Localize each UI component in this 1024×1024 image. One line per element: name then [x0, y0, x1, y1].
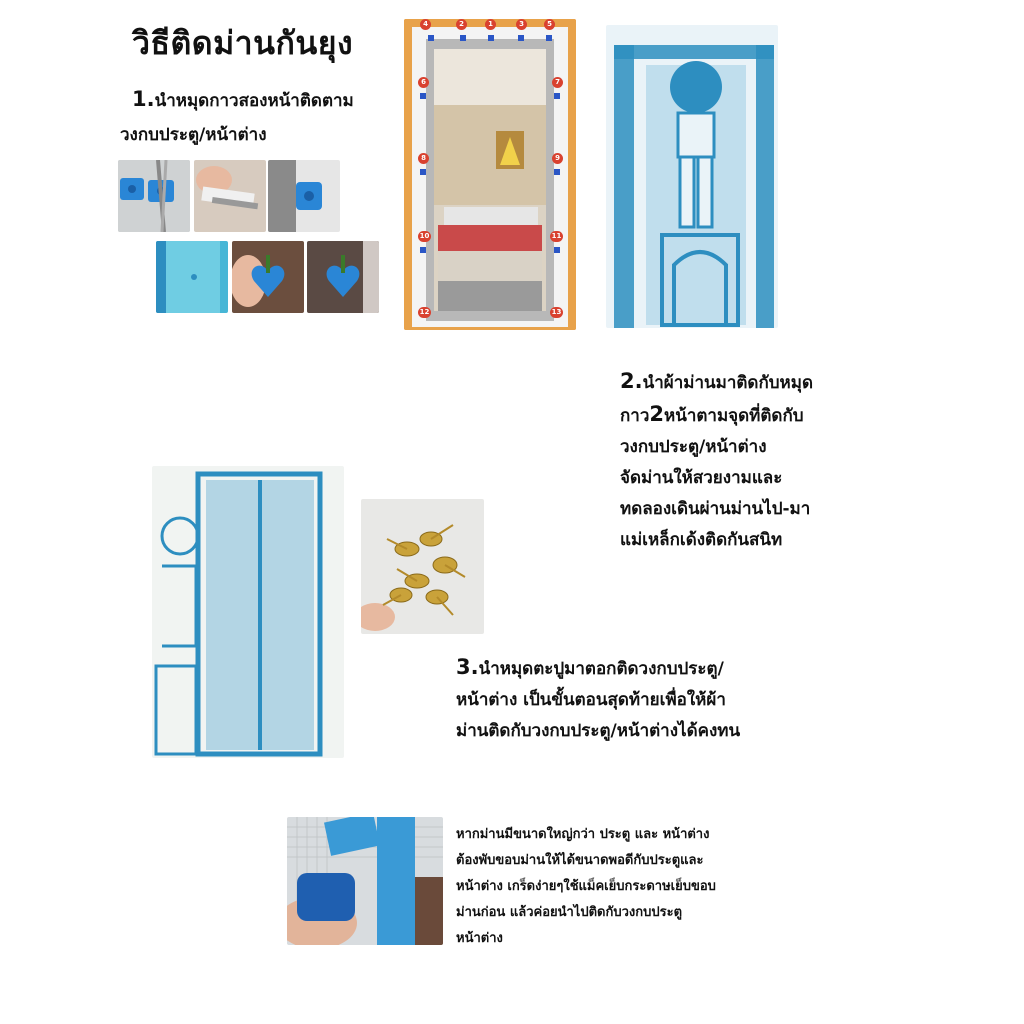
photo-pin-on-frame	[268, 160, 340, 232]
marker-8: 8	[418, 153, 429, 164]
marker-4: 4	[420, 19, 431, 30]
marker-6: 6	[418, 77, 429, 88]
marker-12: 12	[419, 308, 430, 316]
step3-text	[456, 652, 740, 747]
step2-line3: วงกบประตู/หน้าต่าง	[620, 437, 767, 457]
step3-line3: ม่านติดกับวงกบประตู/หน้าต่างได้คงทน	[456, 721, 741, 741]
step2-line5: ทดลองเดินผ่านม่านไป-มา	[620, 499, 811, 519]
step1-number: 1.	[132, 87, 155, 111]
photo-heart-pin-hand	[232, 241, 304, 313]
marker-2: 2	[456, 19, 467, 30]
step2-line6: แม่เหล็กเด้งติดกันสนิท	[620, 530, 783, 550]
note-line1: หากม่านมีขนาดใหญ่กว่า ประตู และ หน้าต่าง	[456, 827, 710, 842]
step2-number: 2.	[620, 369, 643, 393]
step3-line1: นำหมุดตะปูมาตอกติดวงกบประตู/	[478, 659, 724, 679]
marker-5: 5	[544, 19, 555, 30]
photo-folded-curtain-edge	[287, 817, 443, 945]
sketch-person-hanging-curtain	[606, 25, 778, 328]
marker-11: 11	[551, 232, 562, 240]
marker-1: 1	[485, 19, 496, 30]
marker-9: 9	[552, 153, 563, 164]
step2-line2-prefix: กาว	[620, 406, 650, 426]
step1-text	[132, 84, 354, 117]
door-markers	[404, 19, 576, 330]
step2-line4: จัดม่านให้สวยงามและ	[620, 468, 783, 488]
page-title: วิธีติดม่านกันยุง	[132, 24, 354, 62]
folding-note	[456, 822, 716, 952]
marker-3: 3	[516, 19, 527, 30]
step2-line2-rest: หน้าตามจุดที่ติดกับ	[664, 406, 804, 426]
photo-peeling-tape	[194, 160, 266, 232]
photo-blue-tape-roll	[156, 241, 228, 313]
step1-line1: นำหมุดกาวสองหน้าติดตาม	[154, 91, 354, 111]
marker-7: 7	[552, 77, 563, 88]
step3-number: 3.	[456, 655, 479, 679]
note-line2: ต้องพับขอบม่านให้ได้ขนาดพอดีกับประตูและ	[456, 853, 704, 868]
step2-line1: นำผ้าม่านมาติดกับหมุด	[642, 373, 814, 393]
step1-line2: วงกบประตู/หน้าต่าง	[120, 125, 267, 145]
note-line5: หน้าต่าง	[456, 931, 503, 946]
marker-10: 10	[419, 232, 430, 240]
photo-heart-pin-curtain	[307, 241, 379, 313]
note-line4: ม่านก่อน แล้วค่อยนำไปติดกับวงกบประตู	[456, 905, 683, 920]
photo-brass-tacks	[361, 499, 484, 634]
note-line3: หน้าต่าง เกร็ดง่ายๆใช้แม็คเย็บกระดาษเย็บขอบ	[456, 879, 716, 894]
marker-13: 13	[551, 308, 562, 316]
sketch-curtain-on-door	[152, 466, 344, 758]
step2-line2-num: 2	[649, 402, 665, 426]
photo-pin-cutting	[118, 160, 190, 232]
step2-text	[620, 366, 813, 556]
step3-line2: หน้าต่าง เป็นขั้นตอนสุดท้ายเพื่อให้ผ้า	[456, 690, 726, 710]
